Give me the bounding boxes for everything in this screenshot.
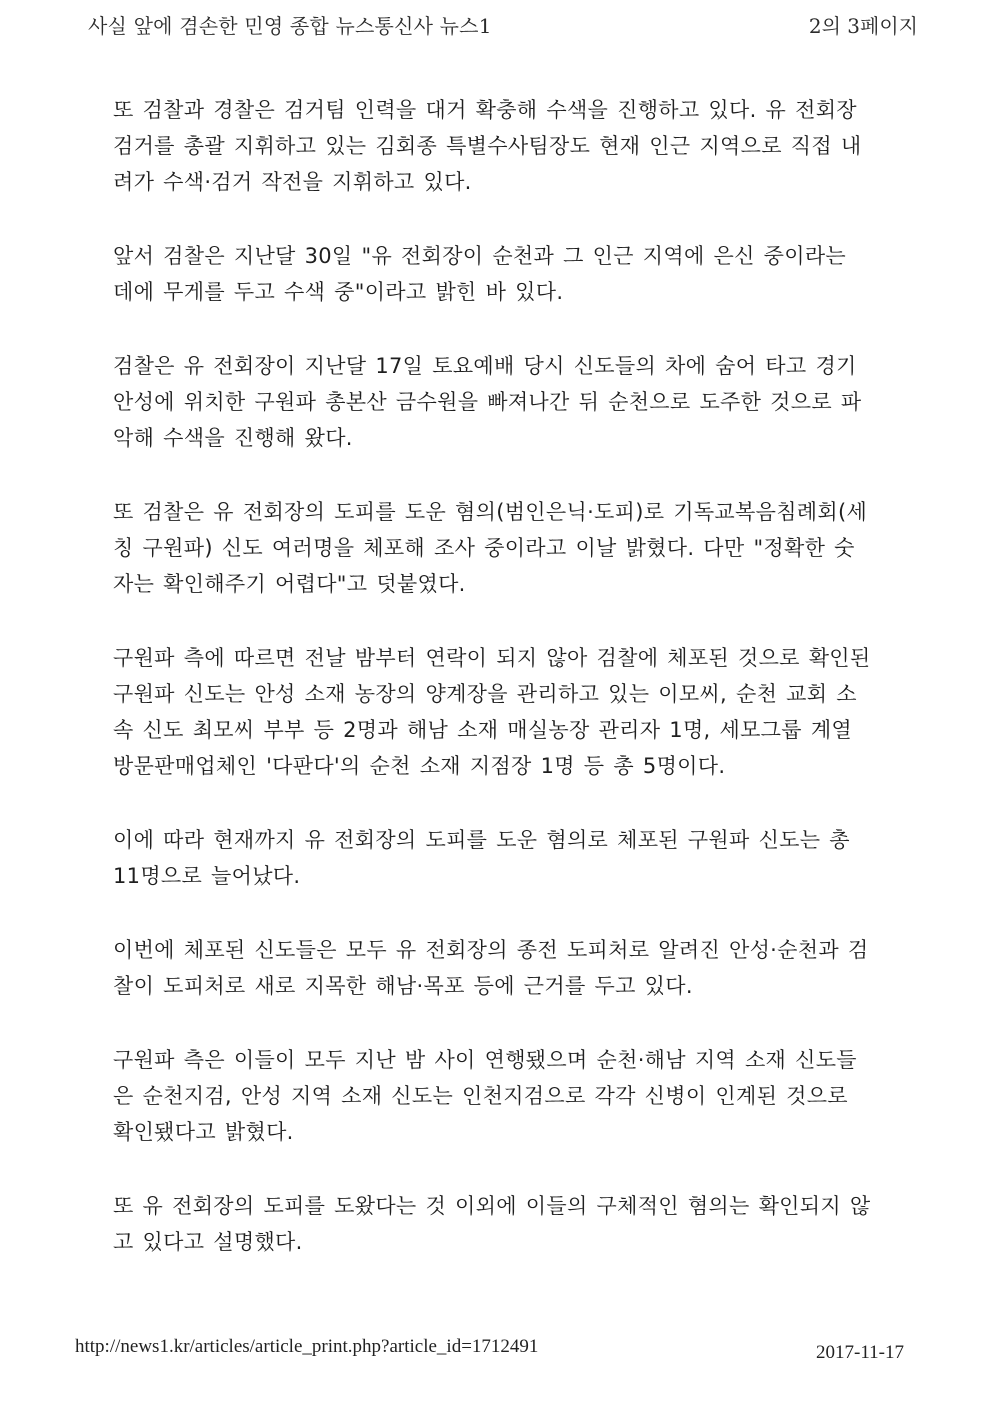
site-title: 사실 앞에 겸손한 민영 종합 뉴스통신사 뉴스1	[88, 14, 492, 38]
print-date: 2017-11-17	[816, 1342, 904, 1363]
article-paragraph: 구원파 측에 따르면 전날 밤부터 연락이 되지 않아 검찰에 체포된 것으로 확인된 구원파 신도는 안성 소재 농장의 양계장을 관리하고 있는 이모씨, 순천 교회 소속 신도 최모씨 부부 등 2명과 해남 소재 매실농장 관리자 1명, 세모그룹 계열 방문판매업체인 '다판다'의 순천 소재 지점장 1명 등 총 5명이다.	[113, 646, 871, 778]
article-paragraph: 검찰은 유 전회장이 지난달 17일 토요예배 당시 신도들의 차에 숨어 타고 경기 안성에 위치한 구원파 총본산 금수원을 빠져나간 뒤 순천으로 도주한 것으로 파악해 수색을 진행해 왔다.	[113, 354, 862, 450]
article-paragraph: 앞서 검찰은 지난달 30일 "유 전회장이 순천과 그 인근 지역에 은신 중이라는 데에 무게를 두고 수색 중"이라고 밝힌 바 있다.	[113, 244, 847, 304]
article-paragraph: 구원파 측은 이들이 모두 지난 밤 사이 연행됐으며 순천·해남 지역 소재 신도들은 순천지검, 안성 지역 소재 신도는 인천지검으로 각각 신병이 인계된 것으로 확인됐다고 밝혔다.	[113, 1048, 857, 1144]
article-paragraph: 또 유 전회장의 도피를 도왔다는 것 이외에 이들의 구체적인 혐의는 확인되지 않고 있다고 설명했다.	[113, 1194, 871, 1254]
article-paragraph: 이번에 체포된 신도들은 모두 유 전회장의 종전 도피처로 알려진 안성·순천과 검찰이 도피처로 새로 지목한 해남·목포 등에 근거를 두고 있다.	[113, 938, 869, 998]
page-indicator: 2의 3페이지	[808, 14, 918, 38]
article-body	[113, 92, 873, 1298]
article-paragraph: 이에 따라 현재까지 유 전회장의 도피를 도운 혐의로 체포된 구원파 신도는 총 11명으로 늘어났다.	[113, 828, 850, 888]
page-footer	[75, 1336, 904, 1366]
article-paragraph: 또 검찰과 경찰은 검거팀 인력을 대거 확충해 수색을 진행하고 있다. 유 전회장 검거를 총괄 지휘하고 있는 김회종 특별수사팀장도 현재 인근 지역으로 직접 내려가 수색·검거 작전을 지휘하고 있다.	[113, 98, 862, 194]
article-url: http://news1.kr/articles/article_print.php?article_id=1712491	[75, 1336, 539, 1357]
article-paragraph: 또 검찰은 유 전회장의 도피를 도운 혐의(범인은닉·도피)로 기독교복음침례회(세칭 구원파) 신도 여러명을 체포해 조사 중이라고 이날 밝혔다. 다만 "정확한 숫자는 확인해주기 어렵다"고 덧붙였다.	[113, 500, 868, 596]
page-header	[88, 10, 918, 40]
